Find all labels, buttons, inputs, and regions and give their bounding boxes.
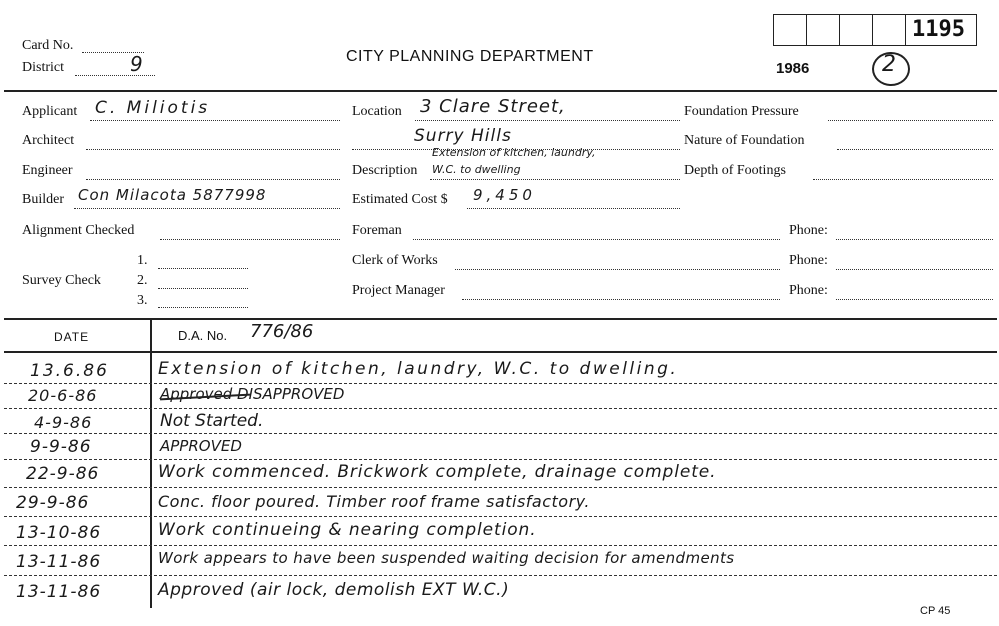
district-label: District xyxy=(22,60,64,75)
district-dots xyxy=(75,75,155,76)
card-number-box-2 xyxy=(806,14,840,46)
card-number-box-3 xyxy=(839,14,873,46)
card-number-box-1 xyxy=(773,14,807,46)
log-row-6-text: Conc. floor poured. Timber roof frame satisfactory. xyxy=(158,492,590,511)
district-value: 9 xyxy=(130,52,143,76)
clerk-dots xyxy=(455,269,780,270)
survey-3-label: 3. xyxy=(137,293,148,308)
log-row-6-date: 29-9-86 xyxy=(16,493,90,513)
log-row-7-line xyxy=(4,545,997,546)
log-row-1-line xyxy=(4,383,997,384)
page-title: CITY PLANNING DEPARTMENT xyxy=(346,48,594,65)
log-row-5-line xyxy=(4,487,997,488)
foreman-dots xyxy=(413,239,780,240)
survey-check-label: Survey Check xyxy=(22,273,101,288)
foundation-pressure-label: Foundation Pressure xyxy=(684,104,799,119)
form-code: CP 45 xyxy=(920,605,951,617)
phone-label-3: Phone: xyxy=(789,283,828,298)
applicant-dots xyxy=(90,120,340,121)
log-row-9-date: 13-11-86 xyxy=(16,582,102,602)
card-no-label: Card No. xyxy=(22,38,74,53)
architect-dots xyxy=(86,149,340,150)
nature-of-foundation-label: Nature of Foundation xyxy=(684,133,805,148)
log-row-2-date: 20-6-86 xyxy=(28,386,98,405)
foundation-pressure-dots xyxy=(828,120,993,121)
log-row-6-line xyxy=(4,516,997,517)
engineer-label: Engineer xyxy=(22,163,73,178)
log-row-3-line xyxy=(4,433,997,434)
log-row-7-text: Work continueing & nearing completion. xyxy=(158,520,537,540)
header-divider xyxy=(4,90,997,92)
estimated-cost-value: 9,450 xyxy=(473,186,536,204)
log-row-8-line xyxy=(4,575,997,576)
da-no-label: D.A. No. xyxy=(178,328,228,343)
foreman-label: Foreman xyxy=(352,223,402,238)
log-row-8-text: Work appears to have been suspended waiting decision for amendments xyxy=(158,549,735,567)
description-label: Description xyxy=(352,163,418,178)
depth-dots xyxy=(813,179,993,180)
description-dots xyxy=(430,179,680,180)
estimated-cost-label: Estimated Cost $ xyxy=(352,192,448,207)
alignment-checked-label: Alignment Checked xyxy=(22,223,135,238)
phone-label-2: Phone: xyxy=(789,253,828,268)
da-no-value: 776/86 xyxy=(250,321,314,342)
card-number: 1195 xyxy=(912,17,965,42)
log-row-2-text: Approved DISAPPROVED xyxy=(160,385,345,403)
project-manager-label: Project Manager xyxy=(352,283,445,298)
applicant-value: C. Miliotis xyxy=(95,98,211,118)
log-top-border xyxy=(4,318,997,320)
survey-2-label: 2. xyxy=(137,273,148,288)
circled-number: 2 xyxy=(882,52,896,77)
depth-of-footings-label: Depth of Footings xyxy=(684,163,786,178)
survey-1-label: 1. xyxy=(137,253,148,268)
date-column-header: DATE xyxy=(54,330,90,344)
survey-3-dots xyxy=(158,307,248,308)
phone-dots-3 xyxy=(836,299,993,300)
pm-dots xyxy=(462,299,780,300)
location-value-2: Surry Hills xyxy=(414,126,512,146)
phone-dots-1 xyxy=(836,239,993,240)
survey-2-dots xyxy=(158,288,248,289)
log-row-4-text: APPROVED xyxy=(160,437,242,455)
applicant-label: Applicant xyxy=(22,104,78,119)
log-row-5-text: Work commenced. Brickwork complete, drainage complete. xyxy=(158,462,717,482)
log-row-4-date: 9-9-86 xyxy=(30,437,92,457)
log-row-7-date: 13-10-86 xyxy=(16,523,102,543)
cost-dots xyxy=(467,208,680,209)
log-row-1-date: 13.6.86 xyxy=(30,361,109,381)
log-row-9-text: Approved (air lock, demolish EXT W.C.) xyxy=(158,580,510,600)
log-row-3-text: Not Started. xyxy=(160,411,264,431)
builder-dots xyxy=(74,208,340,209)
location-dots xyxy=(415,120,680,121)
survey-1-dots xyxy=(158,268,248,269)
log-row-8-date: 13-11-86 xyxy=(16,552,102,572)
log-row-1-text: Extension of kitchen, laundry, W.C. to dwelling. xyxy=(158,359,679,379)
phone-dots-2 xyxy=(836,269,993,270)
engineer-dots xyxy=(86,179,340,180)
builder-label: Builder xyxy=(22,192,64,207)
alignment-dots xyxy=(160,239,340,240)
year-label: 1986 xyxy=(776,60,810,77)
location-label: Location xyxy=(352,104,402,119)
log-row-3-date: 4-9-86 xyxy=(34,413,93,432)
log-header-border xyxy=(4,351,997,353)
log-row-4-line xyxy=(4,459,997,460)
clerk-of-works-label: Clerk of Works xyxy=(352,253,438,268)
card-number-box-4 xyxy=(872,14,906,46)
nature-dots xyxy=(837,149,993,150)
log-row-2-line xyxy=(4,408,997,409)
log-row-5-date: 22-9-86 xyxy=(26,464,100,484)
log-date-column-divider xyxy=(150,318,152,608)
phone-label-1: Phone: xyxy=(789,223,828,238)
location-value-1: 3 Clare Street, xyxy=(420,96,566,117)
description-value-1: Extension of kitchen, laundry, xyxy=(432,146,596,159)
architect-label: Architect xyxy=(22,133,75,148)
builder-value: Con Milacota 5877998 xyxy=(78,186,267,204)
description-value-2: W.C. to dwelling xyxy=(432,163,521,176)
